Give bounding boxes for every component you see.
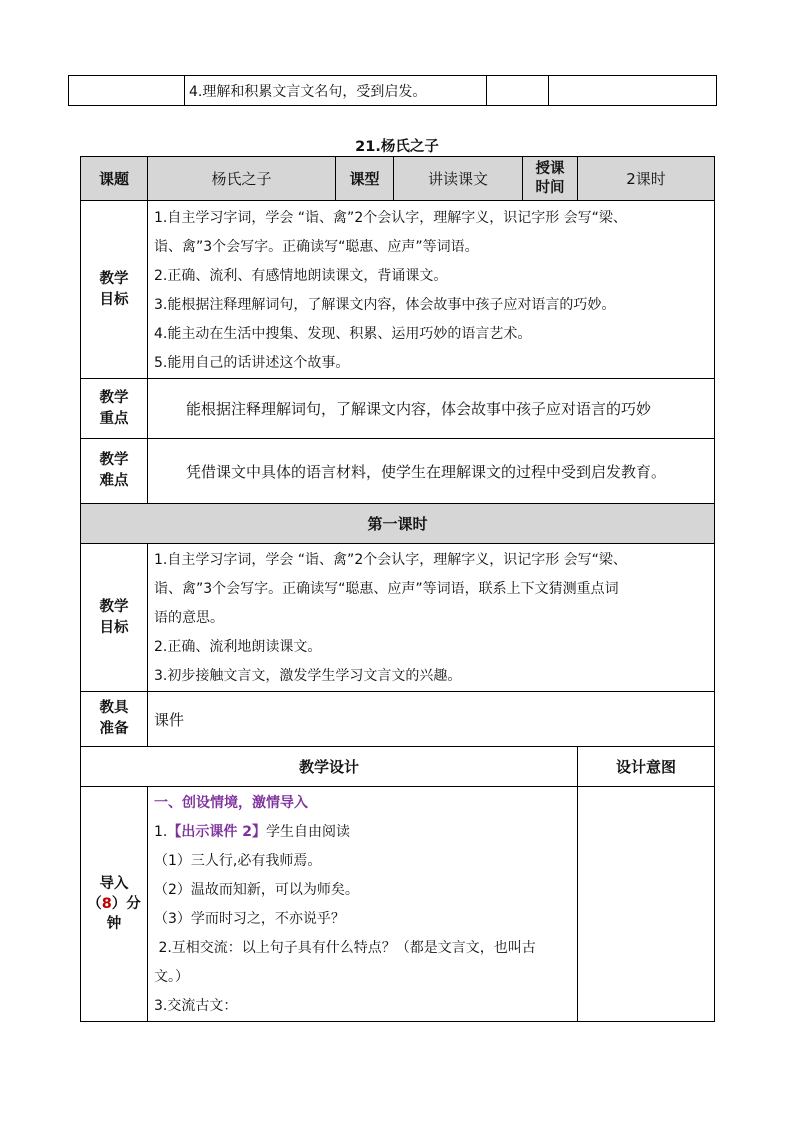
intro-intent-cell	[578, 787, 715, 1022]
intro-section-content	[148, 787, 578, 1022]
goal-line: 2.正确、流利地朗读课文。	[154, 639, 322, 655]
goal-line: 诣、禽”3个会写字。正确读写“聪惠、应声”等词语，联系上下文猜测重点词	[154, 581, 619, 597]
difficulties-text: 凭借课文中具体的语言材料，使学生在理解课文的过程中受到启发教育。	[148, 439, 715, 504]
section-heading: 一、创设情境，激情导入	[154, 795, 308, 811]
goal-line: 5.能用自己的话讲述这个故事。	[154, 355, 350, 371]
time-label: 授课 时间	[523, 157, 578, 201]
tools-label: 教具 准备	[81, 692, 148, 747]
goal-line: 1.自主学习字词，学会 “诣、禽”2个会认字，理解字义，识记字形 会写“梁、	[154, 210, 627, 226]
step-2-cont: 文。）	[154, 969, 189, 985]
previous-table-row	[68, 75, 717, 106]
previous-goal-text: 4.理解和积累文言文名句，受到启发。	[185, 76, 487, 106]
step-1: 1.【出示课件 2】学生自由阅读	[154, 824, 350, 840]
goal-line: 1.自主学习字词，学会 “诣、禽”2个会认字，理解字义，识记字形 会写“梁、	[154, 552, 627, 568]
quote-item: （3）学而时习之，不亦说乎？	[154, 911, 345, 927]
quote-item: （2）温故而知新，可以为师矣。	[154, 882, 359, 898]
first-lesson-title: 第一课时	[81, 504, 715, 544]
goal-line: 语的意思。	[154, 610, 224, 626]
first-lesson-goals-label: 教学 目标	[81, 544, 148, 692]
goal-line: 2.正确、流利、有感情地朗读课文，背诵课文。	[154, 268, 448, 284]
design-header: 教学设计	[81, 747, 578, 787]
topic-value: 杨氏之子	[148, 157, 336, 201]
time-value: 2课时	[578, 157, 715, 201]
difficulties-label: 教学 难点	[81, 439, 148, 504]
tools-value: 课件	[148, 692, 715, 747]
goal-line: 3.初步接触文言文，激发学生学习文言文的兴趣。	[154, 668, 462, 684]
key-points-label: 教学 重点	[81, 379, 148, 439]
lesson-title: 21.杨氏之子	[355, 139, 439, 155]
type-label: 课型	[336, 157, 394, 201]
goals-label: 教学 目标	[81, 201, 148, 379]
goal-line: 诣、禽”3个会写字。正确读写“聪惠、应声”等词语。	[154, 239, 479, 255]
goal-line: 4.能主动在生活中搜集、发现、积累、运用巧妙的语言艺术。	[154, 326, 532, 342]
intro-section-label: 导入 （8）分 钟	[81, 787, 148, 1022]
first-lesson-goals-content	[148, 544, 715, 692]
step-3: 3.交流古文：	[154, 998, 238, 1014]
topic-label: 课题	[81, 157, 148, 201]
quote-item: （1）三人行,必有我师焉。	[154, 853, 322, 869]
goals-content	[148, 201, 715, 379]
type-value: 讲读课文	[394, 157, 523, 201]
courseware-tag: 【出示课件 2】	[167, 824, 266, 840]
lesson-plan-table	[80, 156, 715, 1022]
intent-header: 设计意图	[578, 747, 715, 787]
step-2: 2.互相交流：以上句子具有什么特点？（都是文言文，也叫古	[154, 940, 536, 956]
key-points-text: 能根据注释理解词句，了解课文内容，体会故事中孩子应对语言的巧妙	[148, 379, 715, 439]
goal-line: 3.能根据注释理解词句，了解课文内容，体会故事中孩子应对语言的巧妙。	[154, 297, 616, 313]
